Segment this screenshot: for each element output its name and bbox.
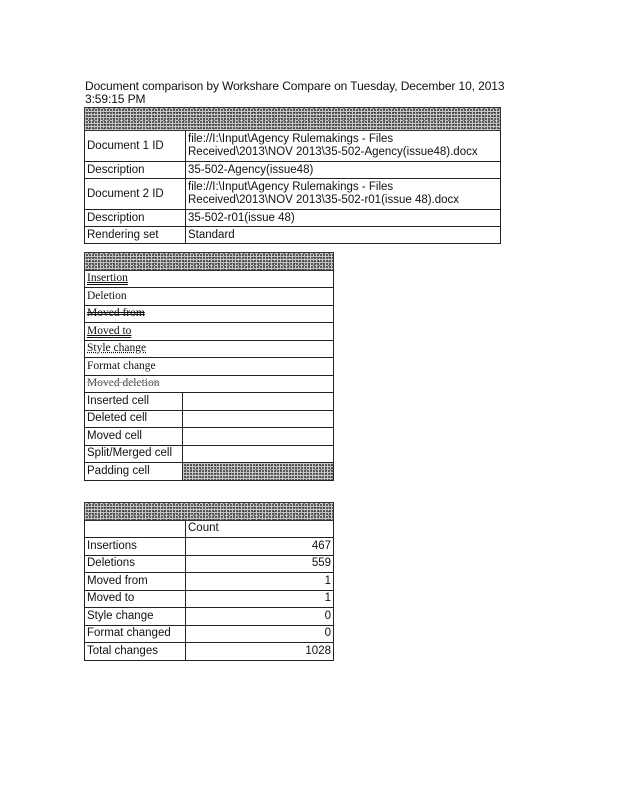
legend-style-change: Style change (87, 342, 147, 355)
legend-row (85, 393, 334, 411)
moved-cell-swatch (183, 428, 334, 446)
stats-label: Moved from (85, 573, 186, 591)
inserted-cell-swatch (183, 393, 334, 411)
stats-count: 559 (186, 555, 334, 573)
info-row (85, 227, 501, 244)
info-value: file://I:\Input\Agency Rulemakings - Files Received\2013\NOV 2013\35-502-Agency(issue48).docx (186, 131, 501, 162)
legend-row (85, 305, 334, 323)
stats-row (85, 538, 334, 556)
padding-cell-swatch (183, 463, 334, 481)
page-title: Document comparison by Workshare Compare on Tuesday, December 10, 2013 3:59:15 PM (85, 79, 505, 106)
legend-row (85, 323, 334, 341)
legend-padding-cell: Padding cell (85, 463, 183, 481)
legend-split-merged-cell: Split/Merged cell (85, 445, 183, 463)
info-label: Document 2 ID (85, 179, 186, 210)
legend-row (85, 270, 334, 288)
info-label: Document 1 ID (85, 131, 186, 162)
legend-deletion: Deletion (87, 289, 127, 302)
stats-label: Insertions (85, 538, 186, 556)
info-header-cell (85, 108, 501, 131)
legend-format-change: Format change (87, 359, 156, 372)
info-value: file://I:\Input\Agency Rulemakings - Files Received\2013\NOV 2013\35-502-r01(issue 48).docx (186, 179, 501, 210)
legend-header-cell (85, 253, 334, 271)
deleted-cell-swatch (183, 410, 334, 428)
stats-count: 0 (186, 625, 334, 643)
legend-row (85, 428, 334, 446)
legend-inserted-cell: Inserted cell (85, 393, 183, 411)
stats-row (85, 643, 334, 661)
legend-row (85, 288, 334, 306)
info-label: Rendering set (85, 227, 186, 244)
stats-row (85, 625, 334, 643)
info-row (85, 210, 501, 227)
info-header-row (85, 108, 501, 131)
legend-row (85, 340, 334, 358)
legend-moved-to: Moved to (87, 324, 132, 337)
stats-row (85, 573, 334, 591)
legend-moved-from: Moved from (87, 307, 145, 320)
stats-label: Format changed (85, 625, 186, 643)
info-row (85, 131, 501, 162)
info-row (85, 179, 501, 210)
stats-row (85, 555, 334, 573)
stats-label: Moved to (85, 590, 186, 608)
stats-count-header-row (85, 520, 334, 538)
legend-row (85, 358, 334, 376)
stats-label: Deletions (85, 555, 186, 573)
info-label: Description (85, 162, 186, 179)
info-row (85, 162, 501, 179)
stats-count-header: Count (186, 520, 334, 538)
stats-header-cell (85, 503, 334, 521)
stats-count: 1 (186, 573, 334, 591)
stats-count: 1028 (186, 643, 334, 661)
stats-row (85, 608, 334, 626)
info-value: 35-502-r01(issue 48) (186, 210, 501, 227)
legend-insertion: Insertion (87, 272, 128, 285)
legend-row (85, 375, 334, 393)
info-label: Description (85, 210, 186, 227)
legend-row (85, 463, 334, 481)
legend-table (84, 252, 334, 481)
statistics-table (84, 502, 334, 661)
stats-label: Total changes (85, 643, 186, 661)
stats-blank-cell (85, 520, 186, 538)
stats-count: 467 (186, 538, 334, 556)
stats-row (85, 590, 334, 608)
legend-moved-deletion: Moved deletion (87, 377, 160, 390)
stats-header-row (85, 503, 334, 521)
stats-count: 1 (186, 590, 334, 608)
legend-row (85, 410, 334, 428)
document-info-table (84, 107, 501, 244)
info-value: 35-502-Agency(issue48) (186, 162, 501, 179)
legend-moved-cell: Moved cell (85, 428, 183, 446)
info-value: Standard (186, 227, 501, 244)
stats-label: Style change (85, 608, 186, 626)
legend-deleted-cell: Deleted cell (85, 410, 183, 428)
stats-count: 0 (186, 608, 334, 626)
split-merged-cell-swatch (183, 445, 334, 463)
legend-header-row (85, 253, 334, 271)
legend-row (85, 445, 334, 463)
